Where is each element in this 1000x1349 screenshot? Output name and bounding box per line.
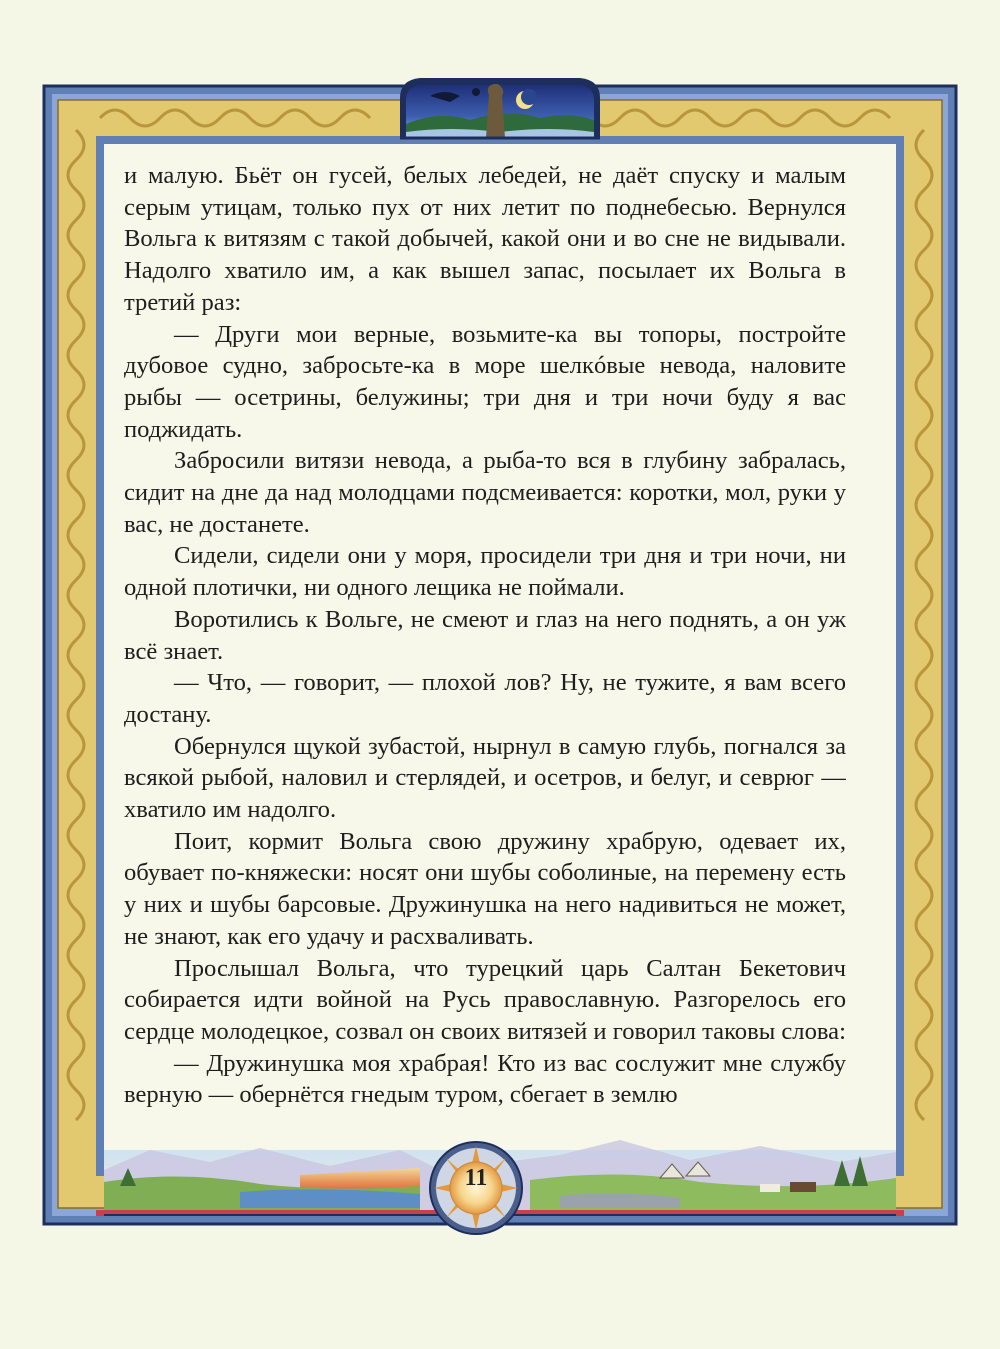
paragraph: — Что, — говорит, — плохой лов? Ну, не тужите, я вам всего достану. xyxy=(124,669,846,728)
page-number: 11 xyxy=(464,1165,488,1191)
paragraph: — Други мои верные, возьмите-ка вы топоры, постройте дубовое судно, забросьте-ка в море шелкóвые невода, наловите рыбы — осетрины, белужины; три дня и три ночи буду я вас поджидать. xyxy=(124,320,846,443)
paragraph: Сидели, сидели они у моря, просидели три дня и три ночи, ни одной плотички, ни одного лещика не поймали. xyxy=(124,542,846,602)
paragraph: Обернулся щукой зубастой, нырнул в самую глубь, погнался за всякой рыбой, наловил и стерлядей, и осетров, и белуг, и севрюг — хватило им надолго. xyxy=(124,732,846,824)
paragraph: Воротились к Вольге, не смеют и глаз на него поднять, а он уж всё знает. xyxy=(124,605,846,665)
paragraph: Забросили витязи невода, а рыба-то вся в глубину забралась, сидит на дне да над молодцами подсмеивается: коротки, мол, руки у вас, не достанете. xyxy=(124,447,846,538)
story-text xyxy=(124,160,846,1150)
paragraph: и малую. Бьёт он гусей, белых лебедей, не даёт спуску и малым серым утицам, только пух от них летит по поднебесью. Вернулся Вольга к витязям с такой добычей, какой они и во сне не видывали. Надолго хватило им, а как вышел запас, посылает их Вольга в третий раз: xyxy=(124,162,846,316)
paragraph: Прослышал Вольга, что турецкий царь Салтан Бекетович собирается идти войной на Русь православную. Разгорелось его сердце молодецкое, созвал он своих витязей и говорил таковы слова: xyxy=(124,954,846,1045)
paragraph: — Дружинушка моя храбрая! Кто из вас сослужит мне службу верную — обернётся гнедым туром, сбегает в землю xyxy=(124,1049,846,1109)
paragraph: Поит, кормит Вольга свою дружину храбрую, одевает их, обувает по-княжески: носят они шубы соболиные, на перемену есть у них и шубы барсовые. Дружинушка на него надивиться не может, не знают, как его удачу и расхваливать. xyxy=(124,827,846,950)
